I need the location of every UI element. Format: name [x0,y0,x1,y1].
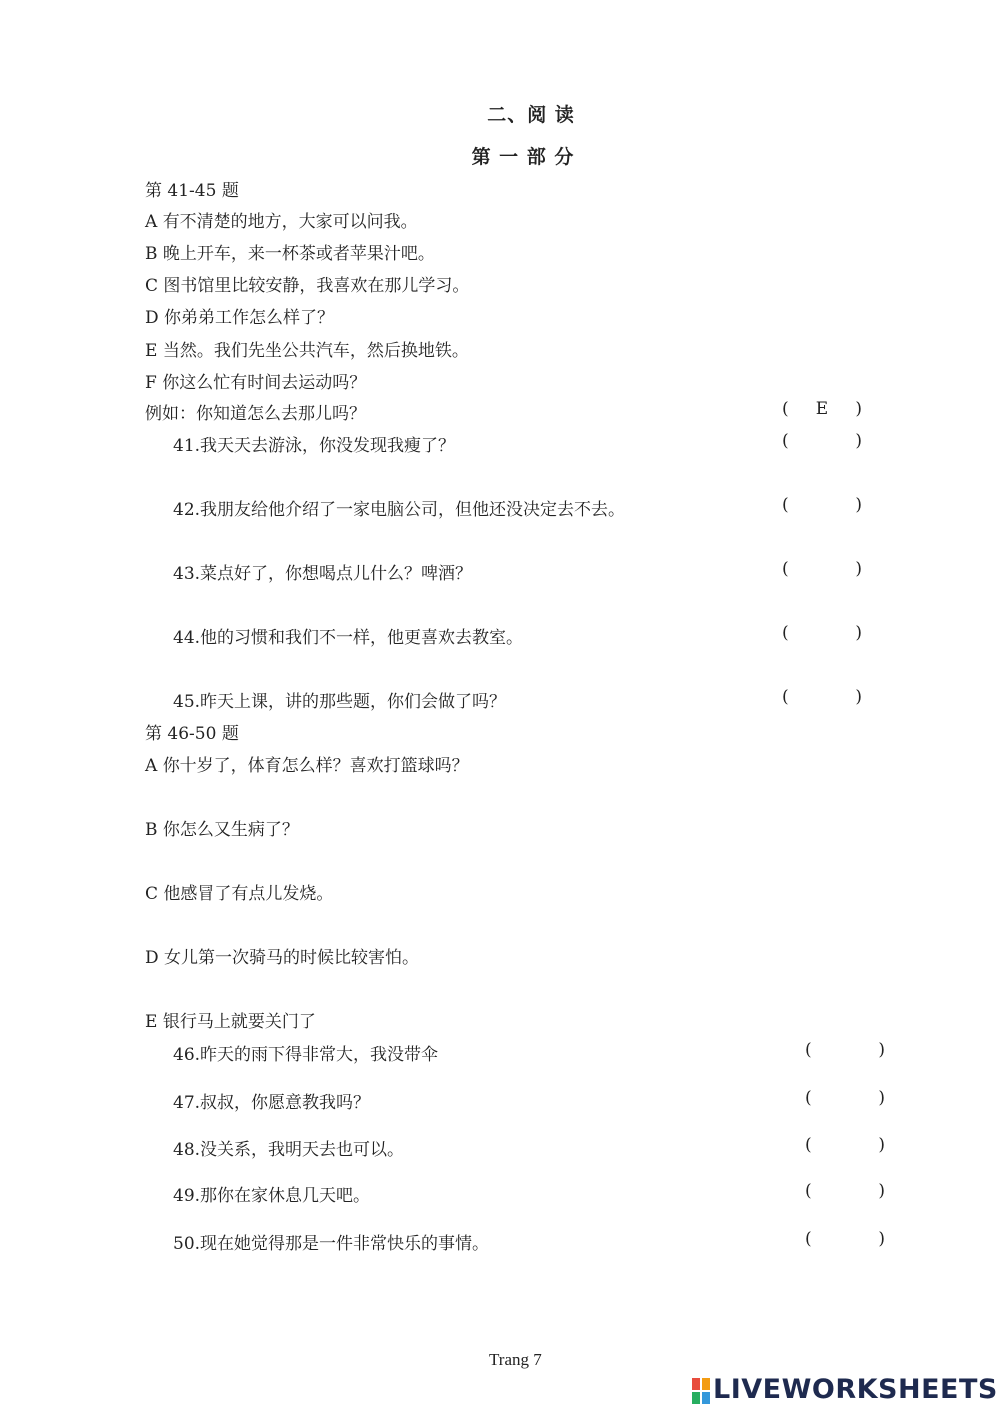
example-answer-box: ( E ) [782,399,862,419]
group1-option-c: C 图书馆里比较安静，我喜欢在那儿学习。 [145,276,470,296]
group1-option-f: F 你这么忙有时间去运动吗？ [145,373,367,393]
answer-box-44[interactable]: ( ) [782,623,862,643]
answer-box-48[interactable]: ( ) [805,1135,885,1155]
question-42: 42.我朋友给他介绍了一家电脑公司，但他还没决定去不去。 [173,500,626,520]
group2-heading: 第 46-50 题 [145,724,239,744]
question-45: 45.昨天上课，讲的那些题，你们会做了吗？ [173,692,507,712]
question-49: 49.那你在家休息几天吧。 [173,1186,371,1206]
liveworksheets-logo-icon [692,1378,710,1404]
section-title: 二、阅 读 [487,104,575,126]
question-48: 48.没关系，我明天去也可以。 [173,1140,405,1160]
group1-option-a: A 有不清楚的地方，大家可以问我。 [145,212,418,232]
part-title: 第 一 部 分 [471,146,575,168]
answer-box-42[interactable]: ( ) [782,495,862,515]
liveworksheets-brand[interactable]: LIVEWORKSHEETS [713,1374,998,1405]
answer-box-41[interactable]: ( ) [782,431,862,451]
group1-option-e: E 当然。我们先坐公共汽车，然后换地铁。 [145,341,469,361]
example-question: 例如：你知道怎么去那儿吗？ [145,404,366,424]
example-answer: E [815,399,829,419]
question-44: 44.他的习惯和我们不一样，他更喜欢去教室。 [173,628,524,648]
question-46: 46.昨天的雨下得非常大，我没带伞 [173,1045,439,1065]
group2-option-c: C 他感冒了有点儿发烧。 [145,884,334,904]
answer-box-47[interactable]: ( ) [805,1088,885,1108]
group1-option-b: B 晚上开车，来一杯茶或者苹果汁吧。 [145,244,435,264]
question-41: 41.我天天去游泳，你没发现我瘦了？ [173,436,456,456]
group2-option-e: E 银行马上就要关门了 [145,1012,316,1032]
question-47: 47.叔叔，你愿意教我吗？ [173,1093,371,1113]
group2-option-b: B 你怎么又生病了？ [145,820,299,840]
question-50: 50.现在她觉得那是一件非常快乐的事情。 [173,1234,490,1254]
page-number: Trang 7 [489,1350,542,1369]
group2-option-d: D 女儿第一次骑马的时候比较害怕。 [145,948,420,968]
answer-box-50[interactable]: ( ) [805,1229,885,1249]
question-43: 43.菜点好了，你想喝点儿什么？啤酒？ [173,564,473,584]
answer-box-43[interactable]: ( ) [782,559,862,579]
answer-box-49[interactable]: ( ) [805,1181,885,1201]
group2-option-a: A 你十岁了，体育怎么样？喜欢打篮球吗？ [145,756,469,776]
answer-box-46[interactable]: ( ) [805,1040,885,1060]
group1-option-d: D 你弟弟工作怎么样了？ [145,308,335,328]
group1-heading: 第 41-45 题 [145,181,239,201]
answer-box-45[interactable]: ( ) [782,687,862,707]
